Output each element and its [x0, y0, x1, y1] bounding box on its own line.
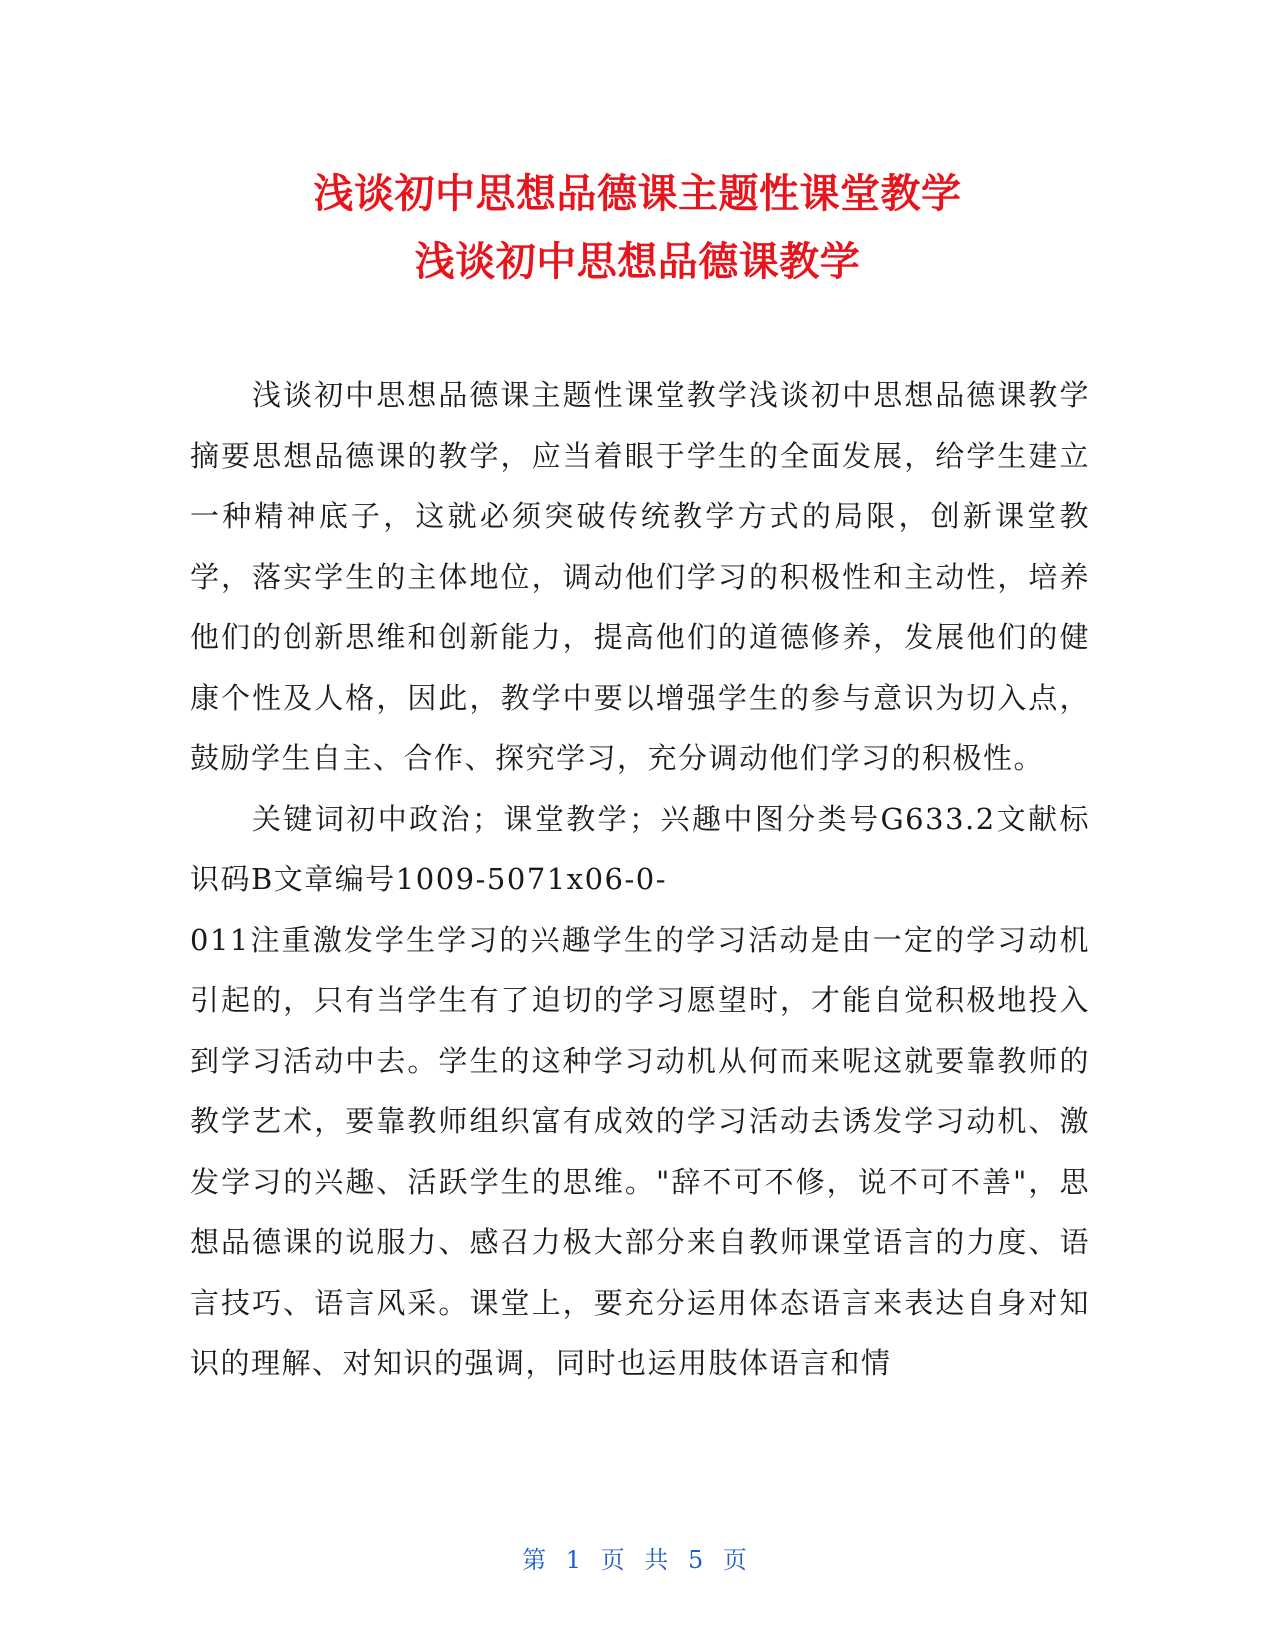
document-title	[0, 160, 1275, 296]
body-paragraph: 011注重激发学生学习的兴趣学生的学习活动是由一定的学习动机引起的，只有当学生有了迫切的学习愿望时，才能自觉积极地投入到学习活动中去。学生的这种学习动机从何而来呢这就要靠教师的教学艺术，要靠教师组织富有成效的学习活动去诱发学习动机、激发学习的兴趣、活跃学生的思维。"辞不可不修，说不可不善"，思想品德课的说服力、感召力极大部分来自教师课堂语言的力度、语言技巧、语言风采。课堂上，要充分运用体态语言来表达自身对知识的理解、对知识的强调，同时也运用肢体语言和情	[190, 922, 1090, 1380]
title-line-1: 浅谈初中思想品德课主题性课堂教学	[313, 171, 962, 217]
abstract-paragraph: 浅谈初中思想品德课主题性课堂教学浅谈初中思想品德课教学摘要思想品德课的教学，应当着眼于学生的全面发展，给学生建立一种精神底子，这就必须突破传统教学方式的局限，创新课堂教学，落实学生的主体地位，调动他们学习的积极性和主动性，培养他们的创新思维和创新能力，提高他们的道德修养，发展他们的健康个性及人格，因此，教学中要以增强学生的参与意识为切入点，鼓励学生自主、合作、探究学习，充分调动他们学习的积极性。	[190, 378, 1090, 775]
title-line-2: 浅谈初中思想品德课教学	[414, 239, 861, 285]
document-body	[190, 365, 1090, 1394]
keywords-paragraph: 关键词初中政治；课堂教学；兴趣中图分类号G633.2文献标识码B文章编号1009-5071x06-0-	[190, 801, 1090, 896]
page-number-footer: 第 1 页 共 5 页	[522, 1546, 753, 1574]
